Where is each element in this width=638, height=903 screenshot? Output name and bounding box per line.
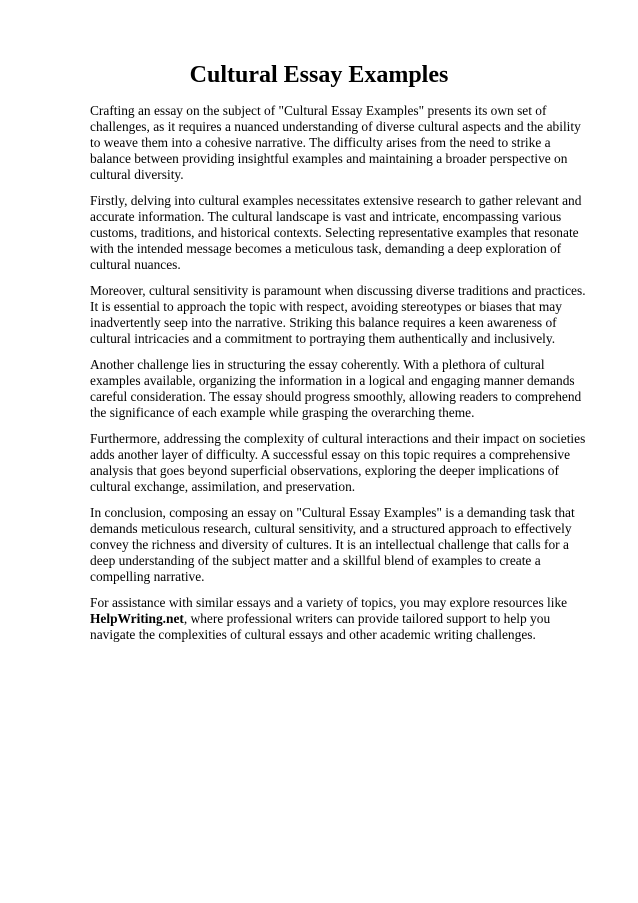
closing-text-after: , where professional writers can provide tailored support to help you navigate the complexities of cultural essays and other academic writing challenges. <box>90 611 551 642</box>
paragraph-sensitivity: Moreover, cultural sensitivity is paramount when discussing diverse traditions and practices. It is essential to approach the topic with respect, avoiding stereotypes or biases that may inadvertently seep into the narrative. Striking this balance requires a keen awareness of cultural intricacies and a commitment to portraying them authentically and inclusively. <box>90 283 586 346</box>
paragraph-complexity: Furthermore, addressing the complexity of cultural interactions and their impact on societies adds another layer of difficulty. A successful essay on this topic requires a comprehensive analysis that goes beyond superficial observations, exploring the deeper implications of cultural exchange, assimilation, and preservation. <box>90 431 586 494</box>
paragraph-structure: Another challenge lies in structuring the essay coherently. With a plethora of cultural examples available, organizing the information in a logical and engaging manner demands careful consideration. The essay should progress smoothly, allowing readers to comprehend the significance of each example while grasping the overarching theme. <box>90 357 582 420</box>
closing-text-before: For assistance with similar essays and a variety of topics, you may explore resources like <box>90 595 568 610</box>
helpwriting-link[interactable]: HelpWriting.net <box>90 611 184 626</box>
document-title: Cultural Essay Examples <box>189 62 449 88</box>
document-body <box>90 103 590 653</box>
paragraph-research: Firstly, delving into cultural examples necessitates extensive research to gather relevant and accurate information. The cultural landscape is vast and intricate, encompassing various customs, traditions, and historical contexts. Selecting representative examples that resonate with the intended message becomes a meticulous task, demanding a deep exploration of cultural nuances. <box>90 193 582 272</box>
paragraph-closing <box>90 595 590 643</box>
paragraph-conclusion: In conclusion, composing an essay on "Cultural Essay Examples" is a demanding task that demands meticulous research, cultural sensitivity, and a structured approach to effectively convey the richness and diversity of cultures. It is an intellectual challenge that calls for a deep understanding of the subject matter and a skillful blend of examples to create a compelling narrative. <box>90 505 575 584</box>
paragraph-intro: Crafting an essay on the subject of "Cultural Essay Examples" presents its own set of challenges, as it requires a nuanced understanding of diverse cultural aspects and the ability to weave them into a cohesive narrative. The difficulty arises from the need to strike a balance between providing insightful examples and maintaining a broader perspective on cultural diversity. <box>90 103 581 182</box>
